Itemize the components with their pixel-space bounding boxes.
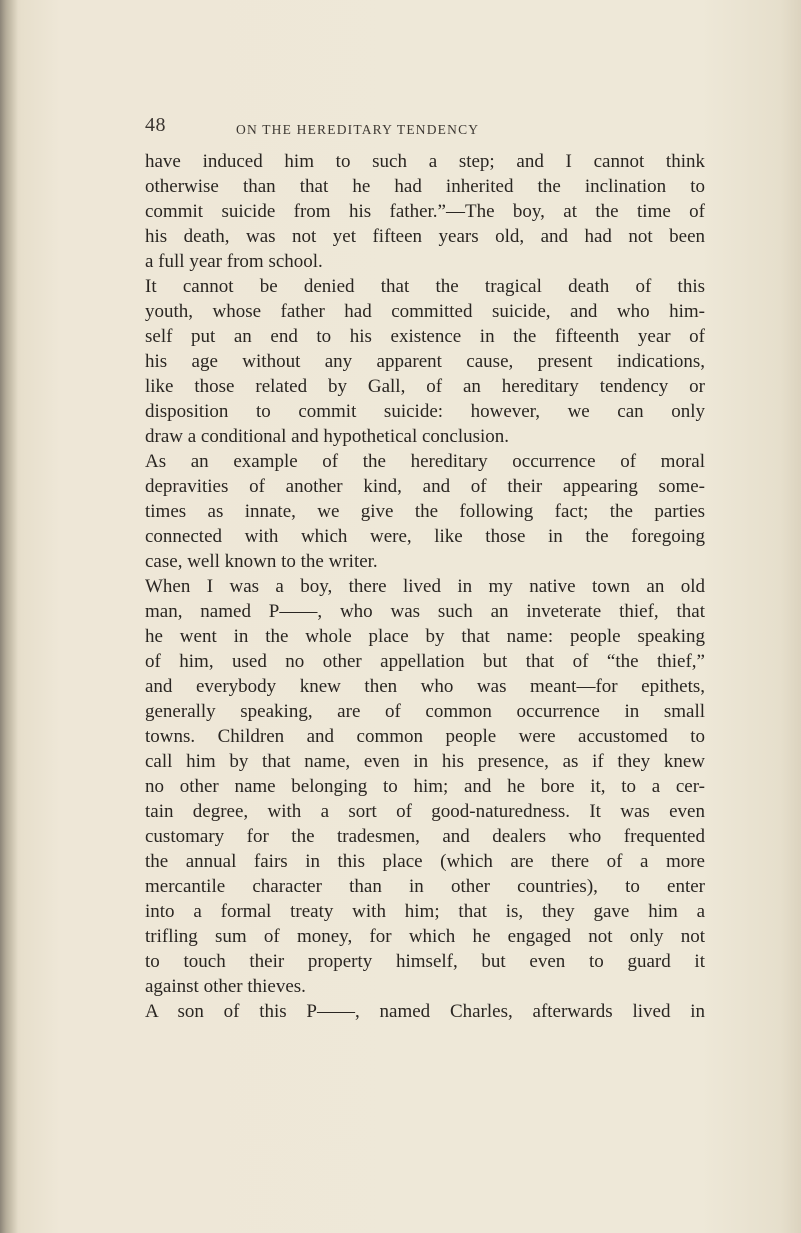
text-line: customary for the tradesmen, and dealers who frequented — [145, 826, 705, 847]
binding-gutter — [0, 0, 18, 1233]
text-line: As an example of the hereditary occurrence of moral — [145, 451, 705, 472]
text-line: When I was a boy, there lived in my native town an old — [145, 576, 705, 597]
text-line: of him, used no other appellation but that of “the thief,” — [145, 651, 705, 672]
text-line: to touch their property himself, but even to guard it — [145, 951, 705, 972]
text-line: connected with which were, like those in the foregoing — [145, 526, 705, 547]
text-line: disposition to commit suicide: however, we can only — [145, 401, 705, 422]
text-line: his age without any apparent cause, present indications, — [145, 351, 705, 372]
text-line: It cannot be denied that the tragical death of this — [145, 276, 705, 297]
text-line: call him by that name, even in his presence, as if they knew — [145, 751, 705, 772]
text-line: A son of this P——, named Charles, afterwards lived in — [145, 1001, 705, 1022]
text-line: self put an end to his existence in the fifteenth year of — [145, 326, 705, 347]
text-line: his death, was not yet fifteen years old, and had not been — [145, 226, 705, 247]
body-text — [145, 149, 705, 1024]
text-line: he went in the whole place by that name: people speaking — [145, 626, 705, 647]
text-line: like those related by Gall, of an hereditary tendency or — [145, 376, 705, 397]
text-line: no other name belonging to him; and he bore it, to a cer- — [145, 776, 705, 797]
text-line: mercantile character than in other countries), to enter — [145, 876, 705, 897]
text-line: commit suicide from his father.”—The boy, at the time of — [145, 201, 705, 222]
text-line: against other thieves. — [145, 976, 306, 997]
text-line: draw a conditional and hypothetical conclusion. — [145, 426, 510, 447]
text-line: times as innate, we give the following fact; the parties — [145, 501, 705, 522]
text-line: depravities of another kind, and of their appearing some- — [145, 476, 705, 497]
text-line: case, well known to the writer. — [145, 551, 378, 572]
text-line: man, named P——, who was such an inveterate thief, that — [145, 601, 705, 622]
text-line: the annual fairs in this place (which are there of a more — [145, 851, 705, 872]
text-line: have induced him to such a step; and I cannot think — [145, 151, 705, 172]
page-number: 48 — [145, 114, 166, 136]
text-line: generally speaking, are of common occurrence in small — [145, 701, 705, 722]
text-line: trifling sum of money, for which he engaged not only not — [145, 926, 705, 947]
text-line: into a formal treaty with him; that is, they gave him a — [145, 901, 705, 922]
text-line: youth, whose father had committed suicide, and who him- — [145, 301, 705, 322]
running-title: ON THE HEREDITARY TENDENCY — [236, 122, 480, 137]
text-line: and everybody knew then who was meant—for epithets, — [145, 676, 705, 697]
text-line: towns. Children and common people were accustomed to — [145, 726, 705, 747]
text-line: tain degree, with a sort of good-naturedness. It was even — [145, 801, 705, 822]
text-line: a full year from school. — [145, 251, 323, 272]
text-line: otherwise than that he had inherited the inclination to — [145, 176, 705, 197]
